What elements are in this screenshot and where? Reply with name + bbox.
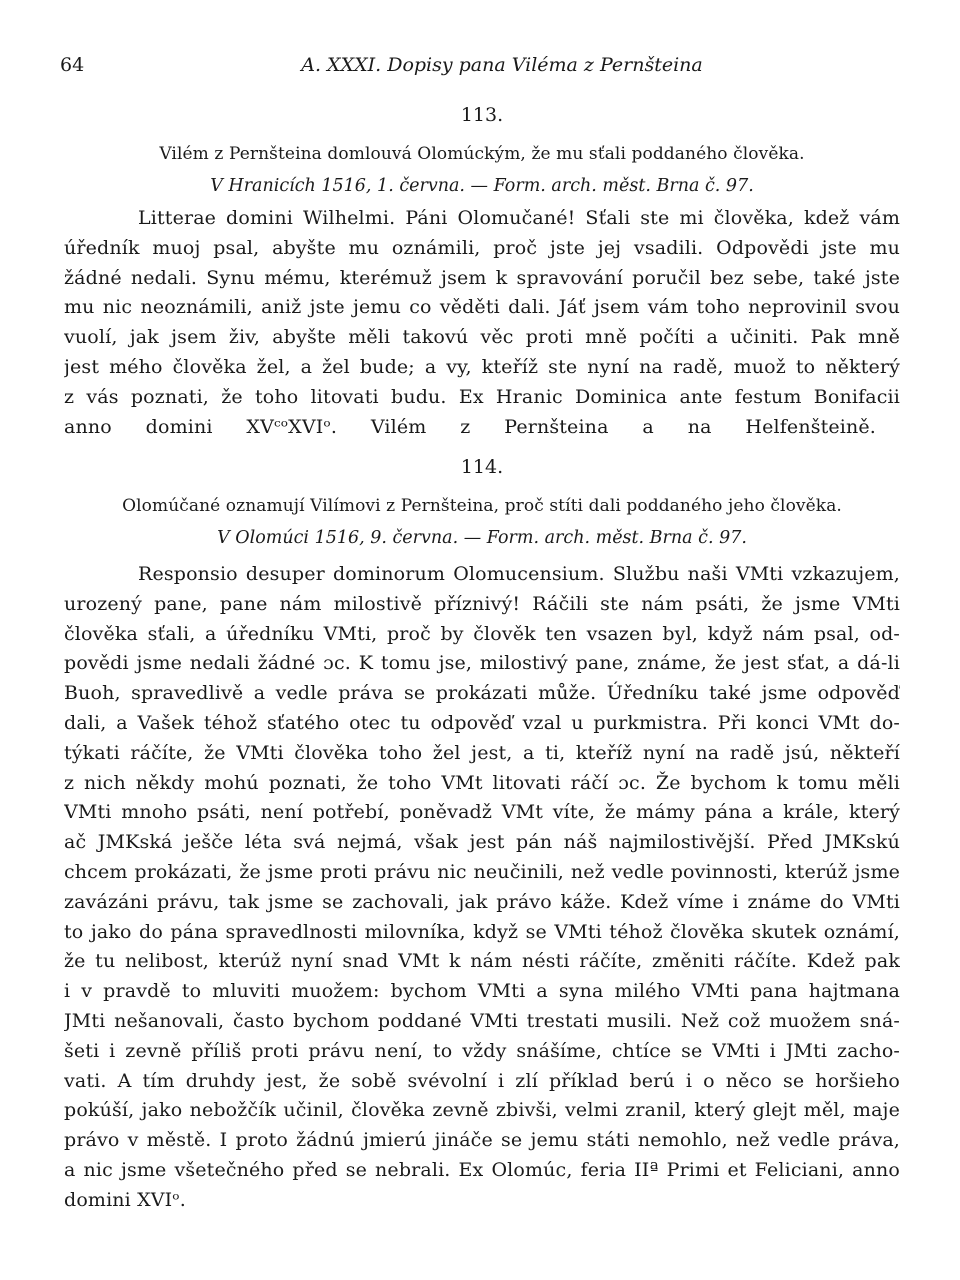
text-line: že tu nelibost, kterúž nyní snad VMt k nám nésti ráčíte, změniti ráčíte. Kdež pak — [64, 950, 900, 973]
text-line: vati. A tím druhdy jest, že sobě svévolní i zlí příklad berú i o něco se horšieho — [64, 1069, 900, 1092]
text-line: i v pravdě to mluviti muožem: bychom VMti a syna milého VMti pana hajtmana — [64, 980, 900, 1003]
text-line: žádné nedali. Synu mému, kterémuž jsem k spravování poručil bez sebe, také jste — [64, 266, 900, 289]
text-line: jest mého člověka žel, a žel bude; a vy, kteříž ste nyní na radě, muož to některý — [64, 355, 900, 378]
text-line: JMti nešanovali, často bychom poddané VMti trestati musili. Než což muožem sná- — [64, 1009, 900, 1032]
page-number: 64 — [60, 54, 85, 76]
document-text-114 — [64, 560, 900, 1216]
document-summary-113: Vilém z Pernšteina domlouvá Olomúckým, že mu sťali poddaného člověka. — [159, 144, 805, 164]
text-line: urozený pane, pane nám milostivě příznivý! Ráčili ste nám psáti, že jsme VMti — [64, 592, 900, 615]
text-line: z vás poznati, že toho litovati budu. Ex Hranic Dominica ante festum Bonifacii — [64, 385, 900, 408]
text-line: to jako do pána spravedlnosti milovníka, když se VMti téhož člověka skutek oznámí, — [64, 920, 900, 943]
text-line: šeti i zevně příliš proti právu není, to vždy snášíme, chtíce se VMti i JMti zacho- — [64, 1039, 900, 1062]
date-line: anno domini XVᶜᵒXVIᵒ. — [64, 415, 338, 438]
text-line: Buoh, spravedlivě a vedle práva se prokázati může. Úředníku také jsme odpověď — [64, 682, 900, 705]
text-line: VMti mnoho psáti, není potřebí, poněvadž VMt víte, že mámy pána a krále, který — [64, 801, 900, 824]
document-summary-114: Olomúčané oznamují Vilímovi z Pernšteina, proč stíti dali poddaného jeho člověka. — [122, 496, 842, 516]
document-number-113: 113. — [460, 104, 504, 126]
document-page — [60, 0, 900, 1280]
text-line: pokúší, jako nebožčík učinil, člověka zevně zbivši, velmi zranil, který glejt měl, maje — [64, 1099, 900, 1122]
text-line-last: domini XVIᵒ. — [64, 1188, 186, 1211]
text-line: ač JMKská ješče léta svá nejmá, však jest pán náš najmilostivější. Před JMKskú — [64, 831, 900, 854]
text-line: člověka sťali, a úředníku VMti, proč by člověk ten vsazen byl, když nám psal, od- — [64, 622, 900, 645]
text-line: z nich někdy mohú poznati, že toho VMt litovati ráčí ɔc. Že bychom k tomu měli — [64, 771, 900, 794]
text-line: zavázáni právu, tak jsme se zachovali, jak právo káže. Kdež víme i známe do VMti — [64, 890, 900, 913]
running-head — [60, 54, 900, 82]
text-line: povědi jsme nedali žádné ɔc. K tomu jse, milostivý pane, známe, že jest sťat, a dá-li — [64, 652, 900, 675]
text-line: vuolí, jak jsem živ, abyšte měli takovú věc proti mně počíti a učiniti. Pak mně — [64, 326, 900, 349]
running-title: A. XXXI. Dopisy pana Viléma z Pernšteina — [301, 54, 703, 76]
text-line: chcem prokázati, že jsme proti právu nic neučinili, než vedle povinnosti, kterúž jsme — [64, 860, 900, 883]
text-line: Responsio desuper dominorum Olomucensium. Službu naši VMti vzkazujem, — [138, 563, 900, 585]
text-line: a nic jsme všetečného před se nebrali. Ex Olomúc, feria IIª Primi et Feliciani, anno — [64, 1158, 900, 1181]
document-source-113: V Hranicích 1516, 1. června. — Form. arch. měst. Brna č. 97. — [210, 176, 754, 196]
text-line: úředník muoj psal, abyšte mu oznámili, proč jste jej vsadili. Odpovědi jste mu — [64, 236, 900, 259]
text-line: týkati ráčíte, že VMti člověka toho žel jest, a ti, kteříž nyní na radě jsú, někteří — [64, 741, 900, 764]
signature: Vilém z Pernšteina a na Helfenšteině. — [370, 415, 876, 438]
text-line: Litterae domini Wilhelmi. Páni Olomučané! Sťali ste mi člověka, kdež vám — [138, 207, 900, 229]
document-source-114: V Olomúci 1516, 9. června. — Form. arch. měst. Brna č. 97. — [217, 528, 747, 548]
document-number-114: 114. — [460, 456, 504, 478]
document-text-113 — [64, 204, 900, 442]
closing-line — [64, 413, 900, 443]
text-line: dali, a Vašek téhož sťatého otec tu odpověď vzal u purkmistra. Při konci VMt do- — [64, 711, 900, 734]
text-line: mu nic neoznámili, aniž jste jemu co věděti dali. Jáť jsem vám toho neprovinil svou — [64, 296, 900, 319]
text-line: právo v městě. I proto žádnú jmierú jináče se jemu státi nemohlo, než vedle práva, — [64, 1129, 900, 1152]
